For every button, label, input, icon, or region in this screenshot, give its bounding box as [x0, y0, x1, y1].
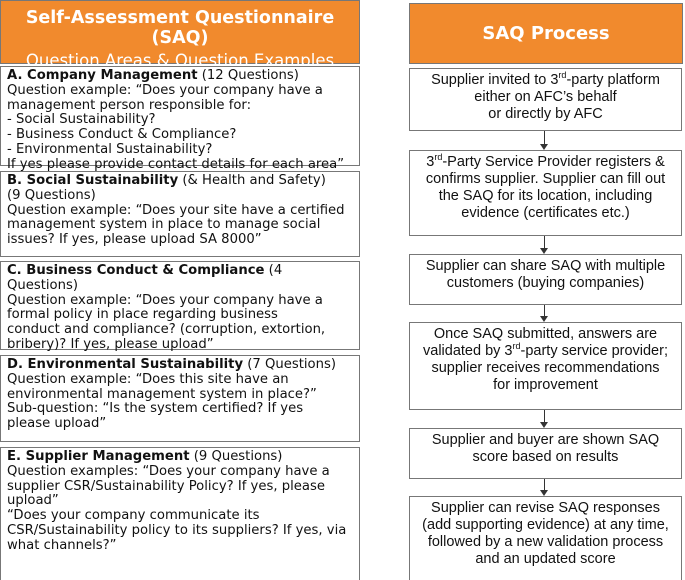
section-count: (7 Questions) — [243, 357, 336, 372]
step-text-line: confirms supplier. Supplier can fill out — [425, 171, 666, 187]
step-superscript: rd — [434, 152, 443, 163]
process-step-invite — [409, 68, 682, 131]
arrow-shaft — [544, 479, 545, 490]
step-text: -party service provider; — [520, 343, 668, 359]
section-heading — [7, 174, 353, 189]
step-text: validated by 3 — [423, 343, 513, 359]
step-text-line: or directly by AFC — [488, 106, 603, 122]
section-company-management — [0, 66, 360, 172]
questionnaire-header — [0, 0, 360, 70]
section-text-line: “Does your company communicate its — [7, 508, 260, 524]
section-text-line: management person responsible for: — [7, 97, 252, 113]
step-superscript: rd — [558, 70, 567, 81]
step-text-line: supplier receives recommendations — [431, 360, 660, 376]
process-step-register — [409, 150, 682, 236]
section-environmental-sustainability — [0, 355, 360, 442]
section-text-line: what channels?” — [7, 537, 117, 553]
section-text-line: environmental management system in place?” — [7, 386, 317, 402]
saq-process-panel — [397, 0, 685, 580]
section-text-line: Sub-question: “Is the system certified? If yes — [7, 401, 304, 417]
process-step-validate — [409, 322, 682, 410]
arrow-shaft — [544, 410, 545, 422]
questionnaire-title: Self-Assessment Questionnaire (SAQ) — [25, 8, 335, 48]
step-text-line: Once SAQ submitted, answers are — [433, 326, 658, 342]
section-text-line: Question example: “Does your company have a — [7, 292, 323, 308]
arrow-shaft — [544, 305, 545, 316]
section-heading — [7, 450, 353, 465]
section-text-line: If yes please provide contact details for each area” — [7, 156, 345, 172]
step-text-line: Supplier and buyer are shown SAQ — [431, 432, 660, 448]
section-social-sustainability — [0, 171, 360, 257]
step-text-line: followed by a new validation process — [427, 534, 664, 550]
step-text-line: customers (buying companies) — [446, 275, 645, 291]
section-text-line: issues? If yes, please upload SA 8000” — [7, 232, 262, 248]
step-text: Supplier invited to 3 — [431, 72, 559, 88]
step-superscript: rd — [512, 341, 521, 352]
section-text-line: CSR/Sustainability policy to its suppliers? If yes, via — [7, 522, 347, 538]
process-step-revise — [409, 496, 682, 580]
section-name: B. Social Sustainability — [7, 173, 179, 188]
section-name: E. Supplier Management — [7, 449, 190, 464]
section-heading — [7, 69, 353, 84]
questionnaire-subtitle: Question Areas & Question Examples — [25, 51, 335, 70]
step-text-line — [410, 343, 681, 360]
step-text-line: score based on results — [472, 449, 619, 465]
process-step-score — [409, 428, 682, 479]
step-text-line: either on AFC’s behalf — [474, 89, 617, 105]
arrow-head — [540, 248, 548, 254]
section-text-line: upload” — [7, 493, 59, 509]
section-count: (& Health and Safety) — [178, 173, 326, 188]
process-step-share — [409, 254, 682, 305]
process-title: SAQ Process — [409, 3, 683, 64]
section-supplier-management — [0, 447, 360, 580]
section-name: D. Environmental Sustainability — [7, 357, 244, 372]
step-text-line: evidence (certificates etc.) — [461, 205, 630, 221]
section-text-line: (9 Questions) — [7, 187, 96, 203]
section-name: A. Company Management — [7, 68, 198, 83]
step-text-line — [410, 72, 681, 89]
section-heading — [7, 264, 353, 294]
section-text-line: please upload” — [7, 416, 107, 432]
section-name: C. Business Conduct & Compliance — [7, 263, 265, 278]
section-text-line: - Environmental Sustainability? — [7, 141, 213, 157]
step-text-line: and an updated score — [475, 551, 616, 567]
section-text-line: Question example: “Does your company have a — [7, 82, 323, 98]
arrow-shaft — [544, 236, 545, 248]
section-text-line: - Social Sustainability? — [7, 112, 156, 128]
section-text-line: conduct and compliance? (corruption, extortion, — [7, 322, 326, 338]
section-text-line: Question examples: “Does your company have a — [7, 463, 330, 479]
section-text-line: bribery)? If yes, please upload” — [7, 336, 214, 352]
step-text-line — [410, 154, 681, 171]
step-text-line: Supplier can revise SAQ responses — [431, 500, 660, 516]
step-text: -party platform — [566, 72, 660, 88]
step-text-line: for improvement — [493, 377, 598, 393]
step-text: -Party Service Provider registers & — [442, 154, 665, 170]
section-text-line: Question example: “Does this site have an — [7, 371, 289, 387]
step-text-line: Supplier can share SAQ with multiple — [425, 258, 666, 274]
step-text: 3 — [426, 154, 435, 170]
section-text-line: - Business Conduct & Compliance? — [7, 127, 237, 143]
arrow-head — [540, 316, 548, 322]
section-count: (4 Questions) — [7, 263, 283, 293]
section-heading — [7, 358, 353, 373]
arrow-head — [540, 144, 548, 150]
section-text-line: Question example: “Does your site have a certified — [7, 202, 345, 218]
arrow-shaft — [544, 131, 545, 144]
arrow-head — [540, 422, 548, 428]
section-text-line: supplier CSR/Sustainability Policy? If yes, please — [7, 478, 325, 494]
section-count: (12 Questions) — [197, 68, 299, 83]
arrow-head — [540, 490, 548, 496]
section-business-conduct — [0, 261, 360, 350]
section-count: (9 Questions) — [189, 449, 283, 464]
step-text-line: the SAQ for its location, including — [438, 188, 653, 204]
section-text-line: formal policy in place regarding business — [7, 307, 278, 323]
step-text-line: (add supporting evidence) at any time, — [422, 517, 669, 533]
section-text-line: management system in place to manage social — [7, 217, 321, 233]
